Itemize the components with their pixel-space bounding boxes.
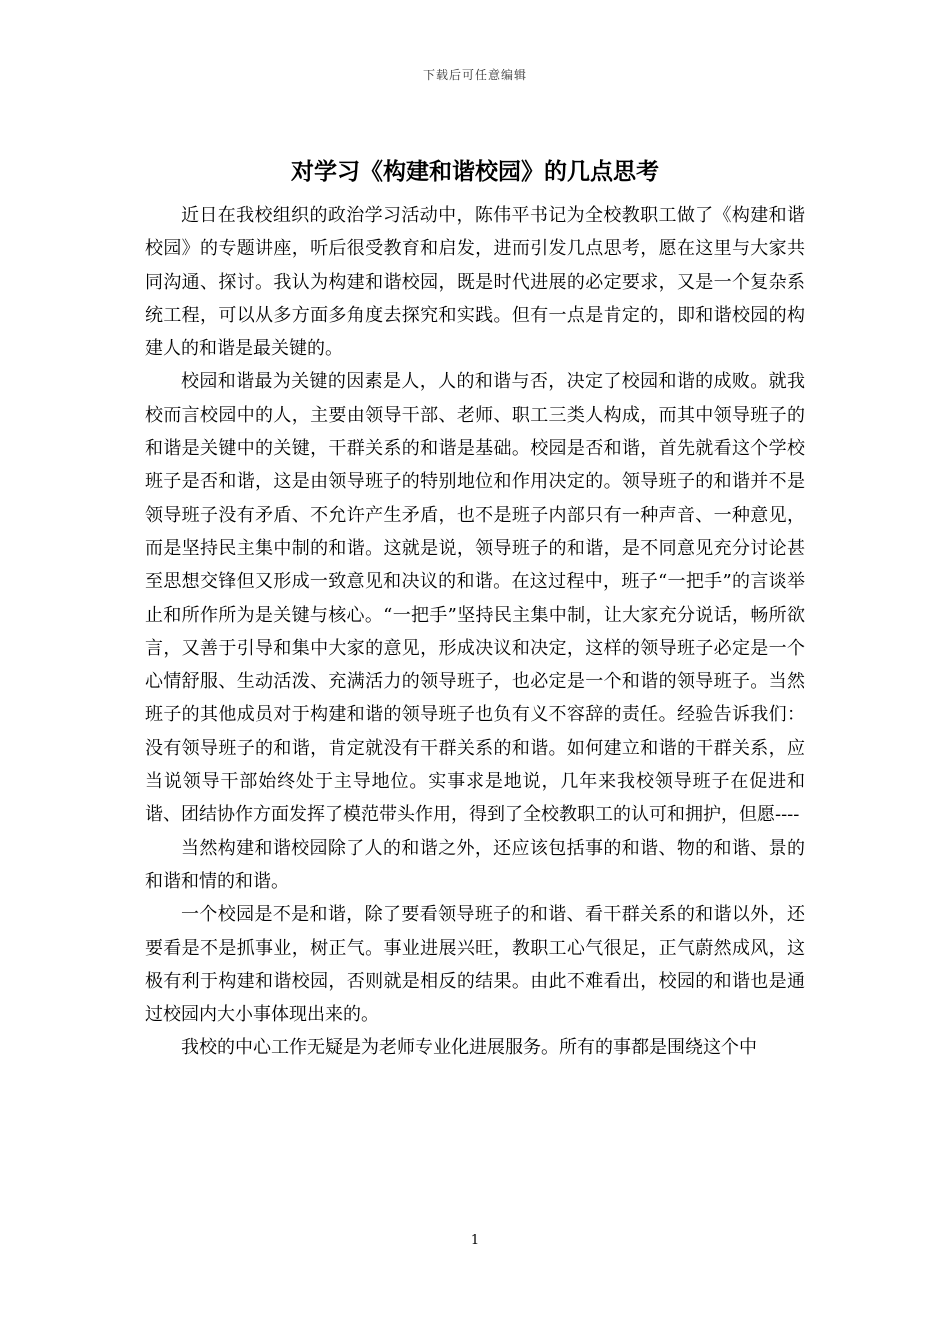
paragraph: 校园和谐最为关键的因素是人，人的和谐与否，决定了校园和谐的成败。就我校而言校园中的人，主要由领导干部、老师、职工三类人构成，而其中领导班子的和谐是关键中的关键，干群关系的和谐是基础。校园是否和谐，首先就看这个学校班子是否和谐，这是由领导班子的特别地位和作用决定的。领导班子的和谐并不是领导班子没有矛盾、不允许产生矛盾，也不是班子内部只有一种声音、一种意见，而是坚持民主集中制的和谐。这就是说，领导班子的和谐，是不同意见充分讨论甚至思想交锋但又形成一致意见和决议的和谐。在这过程中，班子“一把手”的言谈举止和所作所为是关键与核心。“一把手”坚持民主集中制，让大家充分说话，畅所欲言，又善于引导和集中大家的意见，形成决议和决定，这样的领导班子必定是一个心情舒服、生动活泼、充满活力的领导班子，也必定是一个和谐的领导班子。当然班子的其他成员对于构建和谐的领导班子也负有义不容辞的责任。经验告诉我们：没有领导班子的和谐，肯定就没有干群关系的和谐。如何建立和谐的干群关系，应当说领导干部始终处于主导地位。实事求是地说，几年来我校领导班子在促进和谐、团结协作方面发挥了模范带头作用，得到了全校教职工的认可和拥护，但愿---- (145, 371, 805, 826)
document-body (145, 199, 805, 1065)
paragraph: 我校的中心工作无疑是为老师专业化进展服务。所有的事都是围绕这个中 (181, 1037, 757, 1059)
paragraph: 当然构建和谐校园除了人的和谐之外，还应该包括事的和谐、物的和谐、景的和谐和情的和谐。 (145, 837, 805, 892)
paragraph: 一个校园是不是和谐，除了要看领导班子的和谐、看干群关系的和谐以外，还要看是不是抓事业，树正气。事业进展兴旺，教职工心气很足，正气蔚然成风，这极有利于构建和谐校园，否则就是相反的结果。由此不难看出，校园的和谐也是通过校园内大小事体现出来的。 (145, 904, 805, 1026)
document-title: 对学习《构建和谐校园》的几点思考 (291, 158, 659, 185)
page-number: 1 (470, 1233, 480, 1248)
paragraph: 近日在我校组织的政治学习活动中，陈伟平书记为全校教职工做了《构建和谐校园》的专题讲座，听后很受教育和启发，进而引发几点思考，愿在这里与大家共同沟通、探讨。我认为构建和谐校园，既是时代进展的必定要求，又是一个复杂系统工程，可以从多方面多角度去探究和实践。但有一点是肯定的，即和谐校园的构建人的和谐是最关键的。 (145, 205, 805, 360)
header-note: 下载后可任意编辑 (422, 68, 527, 82)
